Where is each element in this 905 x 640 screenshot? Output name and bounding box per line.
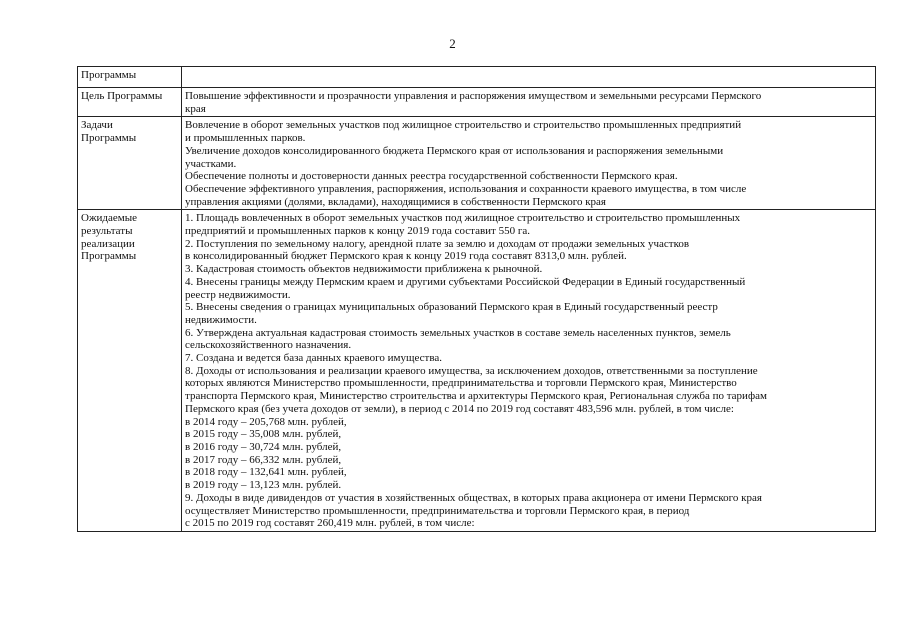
page-number: 2	[449, 36, 456, 51]
program-passport-table	[77, 66, 876, 532]
content-line: осуществляет Министерство промышленности, предпринимательства и торговли Пермского края, в период	[185, 504, 690, 517]
content-line: Увеличение доходов консолидированного бюджета Пермского края от использования и распоряжения земельными	[185, 144, 724, 157]
row-label-line: Задачи	[81, 119, 113, 132]
row-content-cell	[182, 88, 876, 117]
row-program-tasks	[78, 117, 876, 210]
row-label-line: результаты	[81, 225, 133, 238]
row-label-line: реализации	[81, 237, 135, 250]
content-line: с 2015 по 2019 год составят 260,419 млн. рублей, в том числе:	[185, 517, 475, 530]
content-line: транспорта Пермского края, Министерство строительства и архитектуры Пермского края, Региональная служба по тарифам	[185, 390, 767, 403]
content-line: в 2017 году – 66,332 млн. рублей,	[185, 453, 342, 466]
content-line: недвижимости.	[185, 313, 257, 326]
content-line: 2. Поступления по земельному налогу, арендной плате за землю и доходам от продажи земельных участков	[185, 237, 690, 250]
content-line: 8. Доходы от использования и реализации краевого имущества, за исключением доходов, ответственными за поступление	[185, 364, 758, 377]
row-label-cell	[78, 210, 182, 532]
content-line: Вовлечение в оборот земельных участков под жилищное строительство и строительство промышленных предприятий	[185, 119, 742, 132]
row-label-cell	[78, 88, 182, 117]
content-line: края	[185, 102, 206, 115]
content-line: Обеспечение эффективного управления, распоряжения, использования и сохранности краевого имущества, в том числе	[185, 182, 747, 195]
content-line: реестр недвижимости.	[185, 288, 291, 301]
content-line: 1. Площадь вовлеченных в оборот земельных участков под жилищное строительство и строительство промышленных	[185, 212, 741, 225]
content-line: управления акциями (долями, вкладами), находящимися в собственности Пермского края	[185, 195, 606, 208]
row-content-cell	[182, 67, 876, 88]
row-label-line: Программы	[81, 250, 137, 263]
content-line: в 2016 году – 30,724 млн. рублей,	[185, 440, 342, 453]
row-program-title	[78, 67, 876, 88]
content-line: в 2015 году – 35,008 млн. рублей,	[185, 428, 342, 441]
row-content-cell	[182, 117, 876, 210]
content-line: 5. Внесены сведения о границах муниципальных образований Пермского края в Единый государственный реестр	[185, 301, 718, 314]
content-line: Обеспечение полноты и достоверности данных реестра государственной собственности Пермского края.	[185, 170, 678, 183]
content-line: сельскохозяйственного назначения.	[185, 339, 352, 352]
content-line: и промышленных парков.	[185, 132, 306, 145]
content-line: 4. Внесены границы между Пермским краем и другими субъектами Российской Федерации в Единый государственный	[185, 275, 746, 288]
content-line: Пермского края (без учета доходов от земли), в период с 2014 по 2019 год составят 483,596 млн. рублей, в том числе:	[185, 402, 734, 415]
content-line: Повышение эффективности и прозрачности управления и распоряжения имуществом и земельными ресурсами Пермского	[185, 90, 762, 102]
content-line: в 2018 году – 132,641 млн. рублей,	[185, 466, 347, 479]
row-label-line: Цель Программы	[81, 90, 163, 102]
content-line: в 2014 году – 205,768 млн. рублей,	[185, 415, 347, 428]
table-body	[78, 67, 876, 532]
row-label-line: Программы	[81, 132, 137, 145]
content-line: 7. Создана и ведется база данных краевого имущества.	[185, 352, 443, 365]
row-label-line: Программы	[81, 69, 137, 81]
content-line: в консолидированный бюджет Пермского края к концу 2019 года составят 8313,0 млн. рублей.	[185, 250, 627, 263]
content-line: предприятий и промышленных парков к концу 2019 года составит 550 га.	[185, 225, 531, 238]
row-label-cell	[78, 117, 182, 210]
row-label-cell	[78, 67, 182, 88]
content-line: в 2019 году – 13,123 млн. рублей.	[185, 479, 342, 492]
content-line: 6. Утверждена актуальная кадастровая стоимость земельных участков в составе земель населенных пунктов, земель	[185, 326, 731, 339]
row-expected-results	[78, 210, 876, 532]
content-line: 9. Доходы в виде дивидендов от участия в хозяйственных обществах, в которых права акционера от имени Пермского края	[185, 491, 762, 504]
content-line: 3. Кадастровая стоимость объектов недвижимости приближена к рыночной.	[185, 263, 543, 276]
content-line: участками.	[185, 157, 237, 170]
row-program-goal	[78, 88, 876, 117]
content-line: которых являются Министерство промышленности, предпринимательства и торговли Пермского края, Министерство	[185, 377, 737, 390]
row-label-line: Ожидаемые	[81, 212, 138, 225]
row-content-cell	[182, 210, 876, 532]
